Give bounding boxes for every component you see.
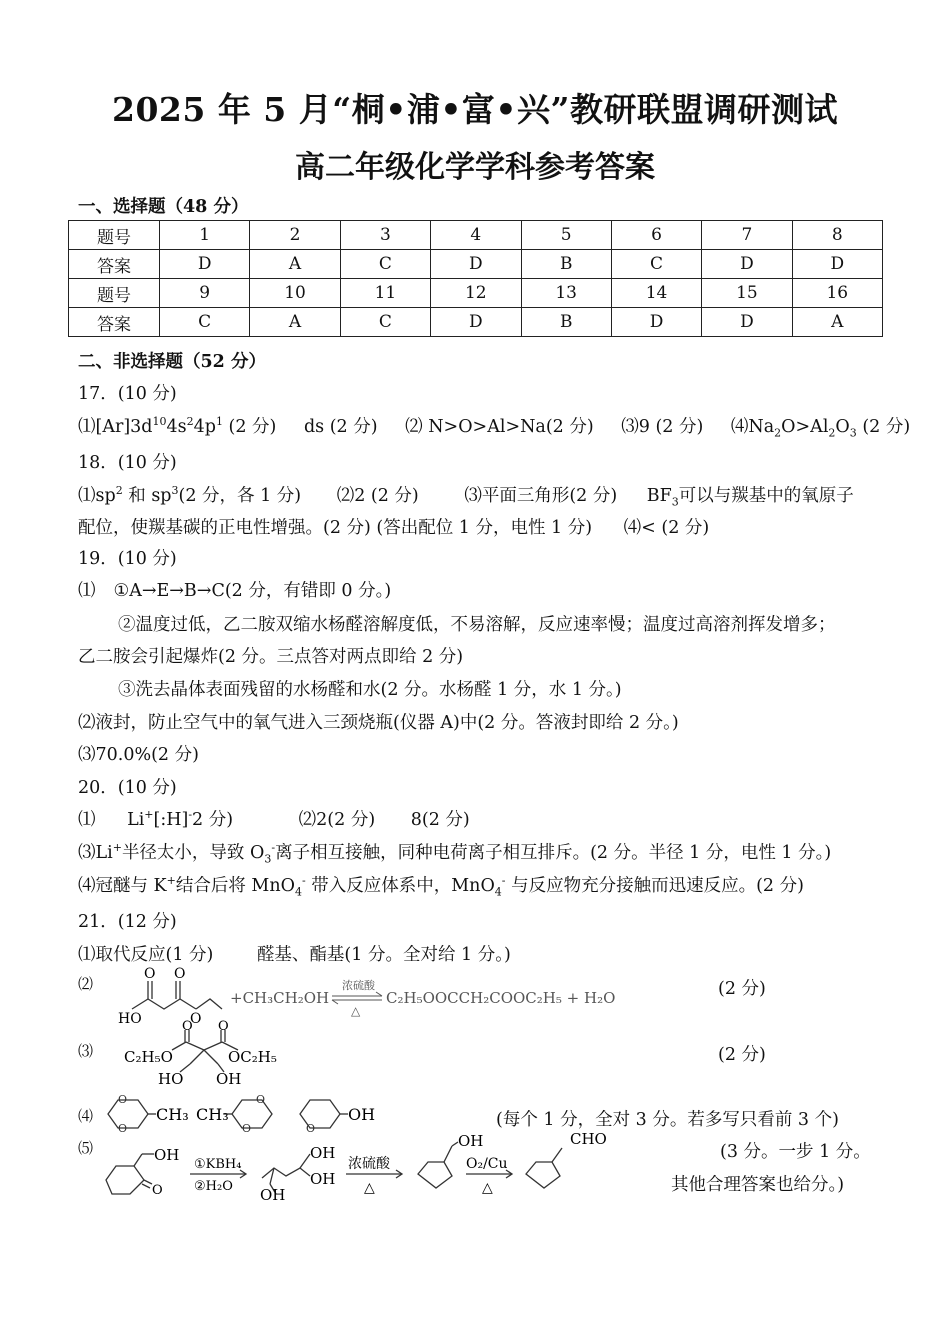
answer-table-cell: 6 <box>611 221 701 250</box>
r5-cho-label: CHO <box>570 1130 607 1148</box>
q21-score-5a: (3 分。一步 1 分。 <box>720 1142 871 1162</box>
answer-table-cell: 7 <box>702 221 792 250</box>
r5-condition-3: O₂/Cu <box>466 1156 508 1172</box>
q21-n4: ⑷ <box>78 1107 94 1125</box>
answer-table-cell: C <box>340 308 430 337</box>
answer-table-row <box>69 279 883 308</box>
q21-score-2: (2 分) <box>718 979 766 999</box>
q17-answers <box>78 413 910 440</box>
q17-a5: $⑷Na_2O>Al_2O_3$ (2 分) <box>730 417 911 440</box>
answer-table-cell: 12 <box>431 279 521 308</box>
eq2-product: C₂H₅OOCCH₂COOC₂H₅ + H₂O <box>386 989 616 1007</box>
eq2-o1-label: O <box>144 966 156 982</box>
answer-table-cell: A <box>792 308 882 337</box>
answer-table-cell: C <box>340 250 430 279</box>
q18-heading: 18．(10 分) <box>78 453 177 473</box>
answer-table-cell: B <box>521 250 611 279</box>
r5-heat-3: △ <box>482 1180 493 1196</box>
q19-line6: ⑶70.0%(2 分) <box>78 745 199 765</box>
answer-table-cell: 5 <box>521 221 611 250</box>
answer-table-row-label: 题号 <box>69 279 160 308</box>
eq2-o3-label: O <box>190 1011 202 1027</box>
q17-a3: ⑵ N>O>Al>Na(2 分) <box>405 417 594 437</box>
answer-table-row-label: 题号 <box>69 221 160 250</box>
q21-score-4: (每个 1 分，全对 3 分。若多写只看前 3 个) <box>496 1110 839 1130</box>
m3-o-label-a: O <box>182 1019 193 1034</box>
q18-line1: $⑴sp^2$ 和 $sp^3(2$ 分，各 1 分) ⑵2 (2 分) ⑶平面三角形(2 分) $BF_3$可以与羰基中的氧原子 <box>78 484 854 509</box>
answer-table-cell: 14 <box>611 279 701 308</box>
q21-n3: ⑶ <box>78 1042 94 1060</box>
r5-o-label: O <box>152 1183 163 1198</box>
r5-oh-label-1: OH <box>154 1146 180 1164</box>
q19-line3: 乙二胺会引起爆炸(2 分。三点答对两点即给 2 分) <box>78 647 464 667</box>
q21-line1: ⑴取代反应(1 分) 醛基、酯基(1 分。全对给 1 分。) <box>78 945 511 965</box>
eq2-heat: △ <box>351 1004 361 1018</box>
answer-table-cell: 10 <box>250 279 340 308</box>
answer-table-cell: D <box>792 250 882 279</box>
eq2-condition: 浓硫酸 <box>342 979 375 992</box>
page-title: 2025 年 5 月“桐•浦•富•兴”教研联盟调研测试 <box>111 90 838 129</box>
q21-score-3: (2 分) <box>718 1045 766 1065</box>
svg-text:O: O <box>118 1122 128 1135</box>
q17-a2: ds (2 分) <box>303 417 378 437</box>
q19-line4: ③洗去晶体表面残留的水杨醛和水(2 分。水杨醛 1 分，水 1 分。) <box>118 680 622 700</box>
answer-table-cell: 11 <box>340 279 430 308</box>
answer-table-cell: C <box>611 250 701 279</box>
q19-line2: ②温度过低，乙二胺双缩水杨醛溶解度低，不易溶解，反应速率慢；温度过高溶剂挥发增多； <box>118 615 836 635</box>
answer-table-cell: 16 <box>792 279 882 308</box>
m3-oh-label: OH <box>216 1070 242 1088</box>
eq2-ho-label: HO <box>118 1011 142 1027</box>
r5-condition-2: 浓硫酸 <box>348 1156 390 1172</box>
r5-oh-label-4: OH <box>260 1186 286 1204</box>
answer-table-cell: 4 <box>431 221 521 250</box>
answer-table-cell: 8 <box>792 221 882 250</box>
m4-oh-label: OH <box>348 1105 376 1124</box>
answer-table-cell: B <box>521 308 611 337</box>
q19-line5: ⑵液封，防止空气中的氧气进入三颈烧瓶(仪器 A)中(2 分。答液封即给 2 分。) <box>78 713 679 733</box>
q19-line1: ⑴ ①A→E→B→C(2 分，有错即 0 分。) <box>78 581 392 601</box>
r5-condition-1a: ①KBH₄ <box>194 1157 242 1172</box>
answer-table-row-label: 答案 <box>69 308 160 337</box>
answer-table-row <box>69 221 883 250</box>
q17-a1: $⑴[Ar]3d^{10}4s^24p^1$ (2 分) <box>78 415 277 437</box>
q20-line2: ⑶Li+半径太小，导致 $O_3^-$离子相互接触，同种电荷离子相互排斥。(2 分。半径 1 分，电性 1 分。) <box>78 841 832 866</box>
answer-table-cell: D <box>702 308 792 337</box>
section-nonchoice-heading: 二、非选择题（52 分） <box>78 352 266 372</box>
q21-equation-2 <box>110 965 630 1027</box>
q21-route-5 <box>96 1128 616 1208</box>
section-choice-heading: 一、选择题（48 分） <box>78 197 249 217</box>
q21-heading: 21．(12 分) <box>78 912 177 932</box>
answer-table-cell: D <box>702 250 792 279</box>
eq2-reversible-arrow <box>332 992 382 1004</box>
q21-score-5b: 其他合理答案也给分。) <box>671 1175 845 1195</box>
svg-text:O: O <box>242 1122 252 1135</box>
q21-n5: ⑸ <box>78 1139 94 1157</box>
answer-table-row <box>69 308 883 337</box>
answer-table-cell: A <box>250 308 340 337</box>
answer-table <box>68 220 883 337</box>
q17-a4: ⑶9 (2 分) <box>621 417 704 437</box>
svg-text:O: O <box>306 1122 316 1135</box>
answer-table-cell: 9 <box>160 279 250 308</box>
answer-table-cell: A <box>250 250 340 279</box>
r5-oh-label-2: OH <box>310 1144 336 1162</box>
answer-table-row <box>69 250 883 279</box>
answer-table-cell: 3 <box>340 221 430 250</box>
r5-oh-label-3: OH <box>310 1170 336 1188</box>
answer-table-cell: 13 <box>521 279 611 308</box>
r5-oh-label-5: OH <box>458 1132 484 1150</box>
answer-table-cell: 15 <box>702 279 792 308</box>
answer-table-cell: D <box>611 308 701 337</box>
svg-text:O: O <box>118 1093 128 1106</box>
m3-o-label-b: O <box>218 1019 229 1034</box>
answer-table-cell: 1 <box>160 221 250 250</box>
m3-ho-label: HO <box>158 1070 184 1088</box>
m4-ch3-label-b: CH₃ <box>196 1105 229 1124</box>
q21-molecule-3 <box>120 1019 290 1088</box>
answer-table-cell: 2 <box>250 221 340 250</box>
r5-condition-1b: ②H₂O <box>194 1179 233 1194</box>
q17-heading: 17．(10 分) <box>78 384 177 404</box>
answer-table-row-label: 答案 <box>69 250 160 279</box>
answer-table-cell: C <box>160 308 250 337</box>
eq2-o2-label: O <box>174 966 186 982</box>
q20-line1: ⑴ Li+[:H]-2 分) ⑵2(2 分) 8(2 分) <box>78 808 470 830</box>
q20-heading: 20．(10 分) <box>78 778 177 798</box>
r5-heat-2: △ <box>364 1180 375 1196</box>
m3-left-label: C₂H₅O <box>124 1048 173 1066</box>
page-subtitle: 高二年级化学学科参考答案 <box>295 150 655 185</box>
answer-table-cell: D <box>431 308 521 337</box>
svg-text:O: O <box>256 1093 266 1106</box>
q21-n2: ⑵ <box>78 975 94 993</box>
m3-right-label: OC₂H₅ <box>228 1048 277 1066</box>
answer-table-cell: D <box>431 250 521 279</box>
eq2-reagent: +CH₃CH₂OH <box>230 989 330 1007</box>
q19-heading: 19．(10 分) <box>78 549 177 569</box>
q20-line3: ⑷冠醚与 K+结合后将 MnO$_4$- 带入反应体系中，MnO$_4$- 与反应物充分接触而迅速反应。(2 分) <box>78 874 804 899</box>
q18-line2: 配位，使羰基碳的正电性增强。(2 分) (答出配位 1 分，电性 1 分) ⑷< (2 分) <box>78 518 710 538</box>
m4-ch3-label-a: CH₃ <box>156 1105 189 1124</box>
answer-table-cell: D <box>160 250 250 279</box>
